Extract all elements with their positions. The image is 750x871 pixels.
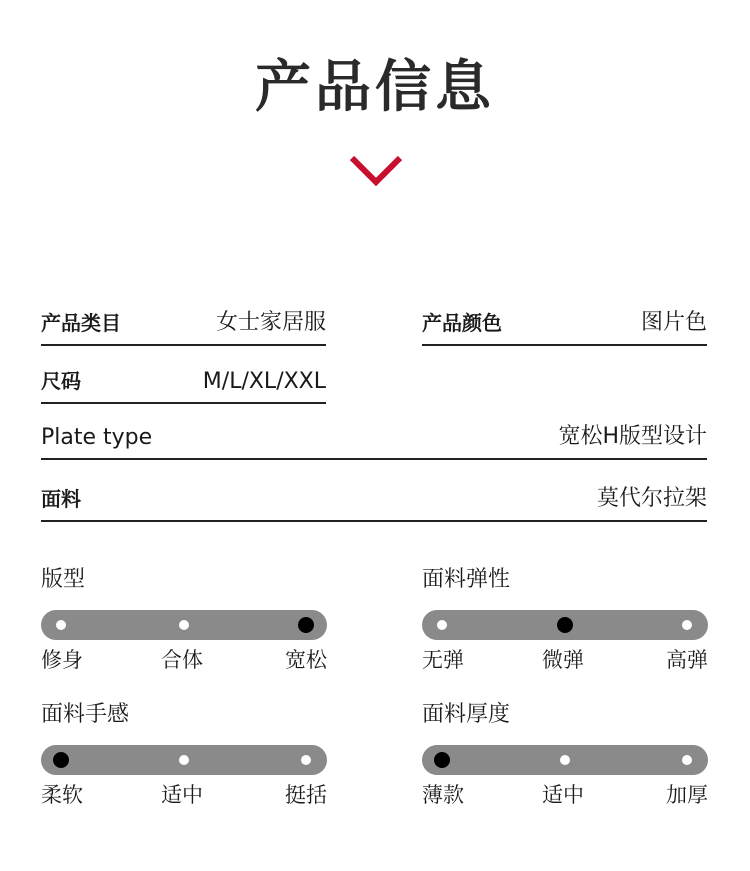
tick-label: 微弹 — [542, 648, 584, 672]
scale-track — [422, 610, 708, 640]
scale-label: 面料厚度 — [422, 702, 511, 727]
size-label: 尺码 — [41, 369, 81, 393]
page-title: 产品信息 — [255, 55, 495, 120]
fabric-label: 面料 — [41, 487, 81, 511]
scale-dot — [560, 755, 570, 765]
category-value: 女士家居服 — [215, 310, 326, 335]
info-row-fabric — [41, 480, 707, 522]
scale-dot-selected — [298, 617, 314, 633]
info-row-size — [41, 362, 326, 404]
scale-dot — [682, 620, 692, 630]
color-label: 产品颜色 — [422, 311, 502, 335]
scale-track — [41, 745, 327, 775]
category-label: 产品类目 — [41, 311, 121, 335]
size-value: M/L/XL/XXL — [202, 369, 326, 394]
tick-label: 适中 — [542, 783, 584, 807]
info-row-plate — [41, 418, 707, 460]
scale-dot-selected — [557, 617, 573, 633]
chevron-down-icon — [348, 154, 404, 188]
tick-label: 无弹 — [422, 648, 464, 672]
scale-dot-selected — [53, 752, 69, 768]
scale-dot-selected — [434, 752, 450, 768]
scale-dot — [56, 620, 66, 630]
scale-dot — [301, 755, 311, 765]
tick-label: 合体 — [161, 648, 203, 672]
info-row-color — [422, 304, 707, 346]
tick-label: 高弹 — [666, 648, 708, 672]
tick-label: 修身 — [41, 648, 83, 672]
tick-label: 宽松 — [285, 648, 327, 672]
scale-track — [41, 610, 327, 640]
tick-label: 适中 — [161, 783, 203, 807]
scale-label: 面料弹性 — [422, 567, 511, 592]
tick-label: 加厚 — [666, 783, 708, 807]
scale-dot — [179, 620, 189, 630]
tick-label: 挺括 — [285, 783, 327, 807]
tick-label: 柔软 — [41, 783, 83, 807]
fabric-value: 莫代尔拉架 — [596, 486, 707, 511]
tick-label: 薄款 — [422, 783, 464, 807]
scale-dot — [437, 620, 447, 630]
scale-dot — [179, 755, 189, 765]
scale-label: 面料手感 — [41, 702, 130, 727]
scale-label: 版型 — [41, 567, 86, 592]
scale-track — [422, 745, 708, 775]
info-row-category — [41, 304, 326, 346]
color-value: 图片色 — [640, 310, 707, 335]
plate-value: 宽松H版型设计 — [558, 424, 707, 449]
scale-dot — [682, 755, 692, 765]
plate-label: Plate type — [41, 425, 153, 450]
